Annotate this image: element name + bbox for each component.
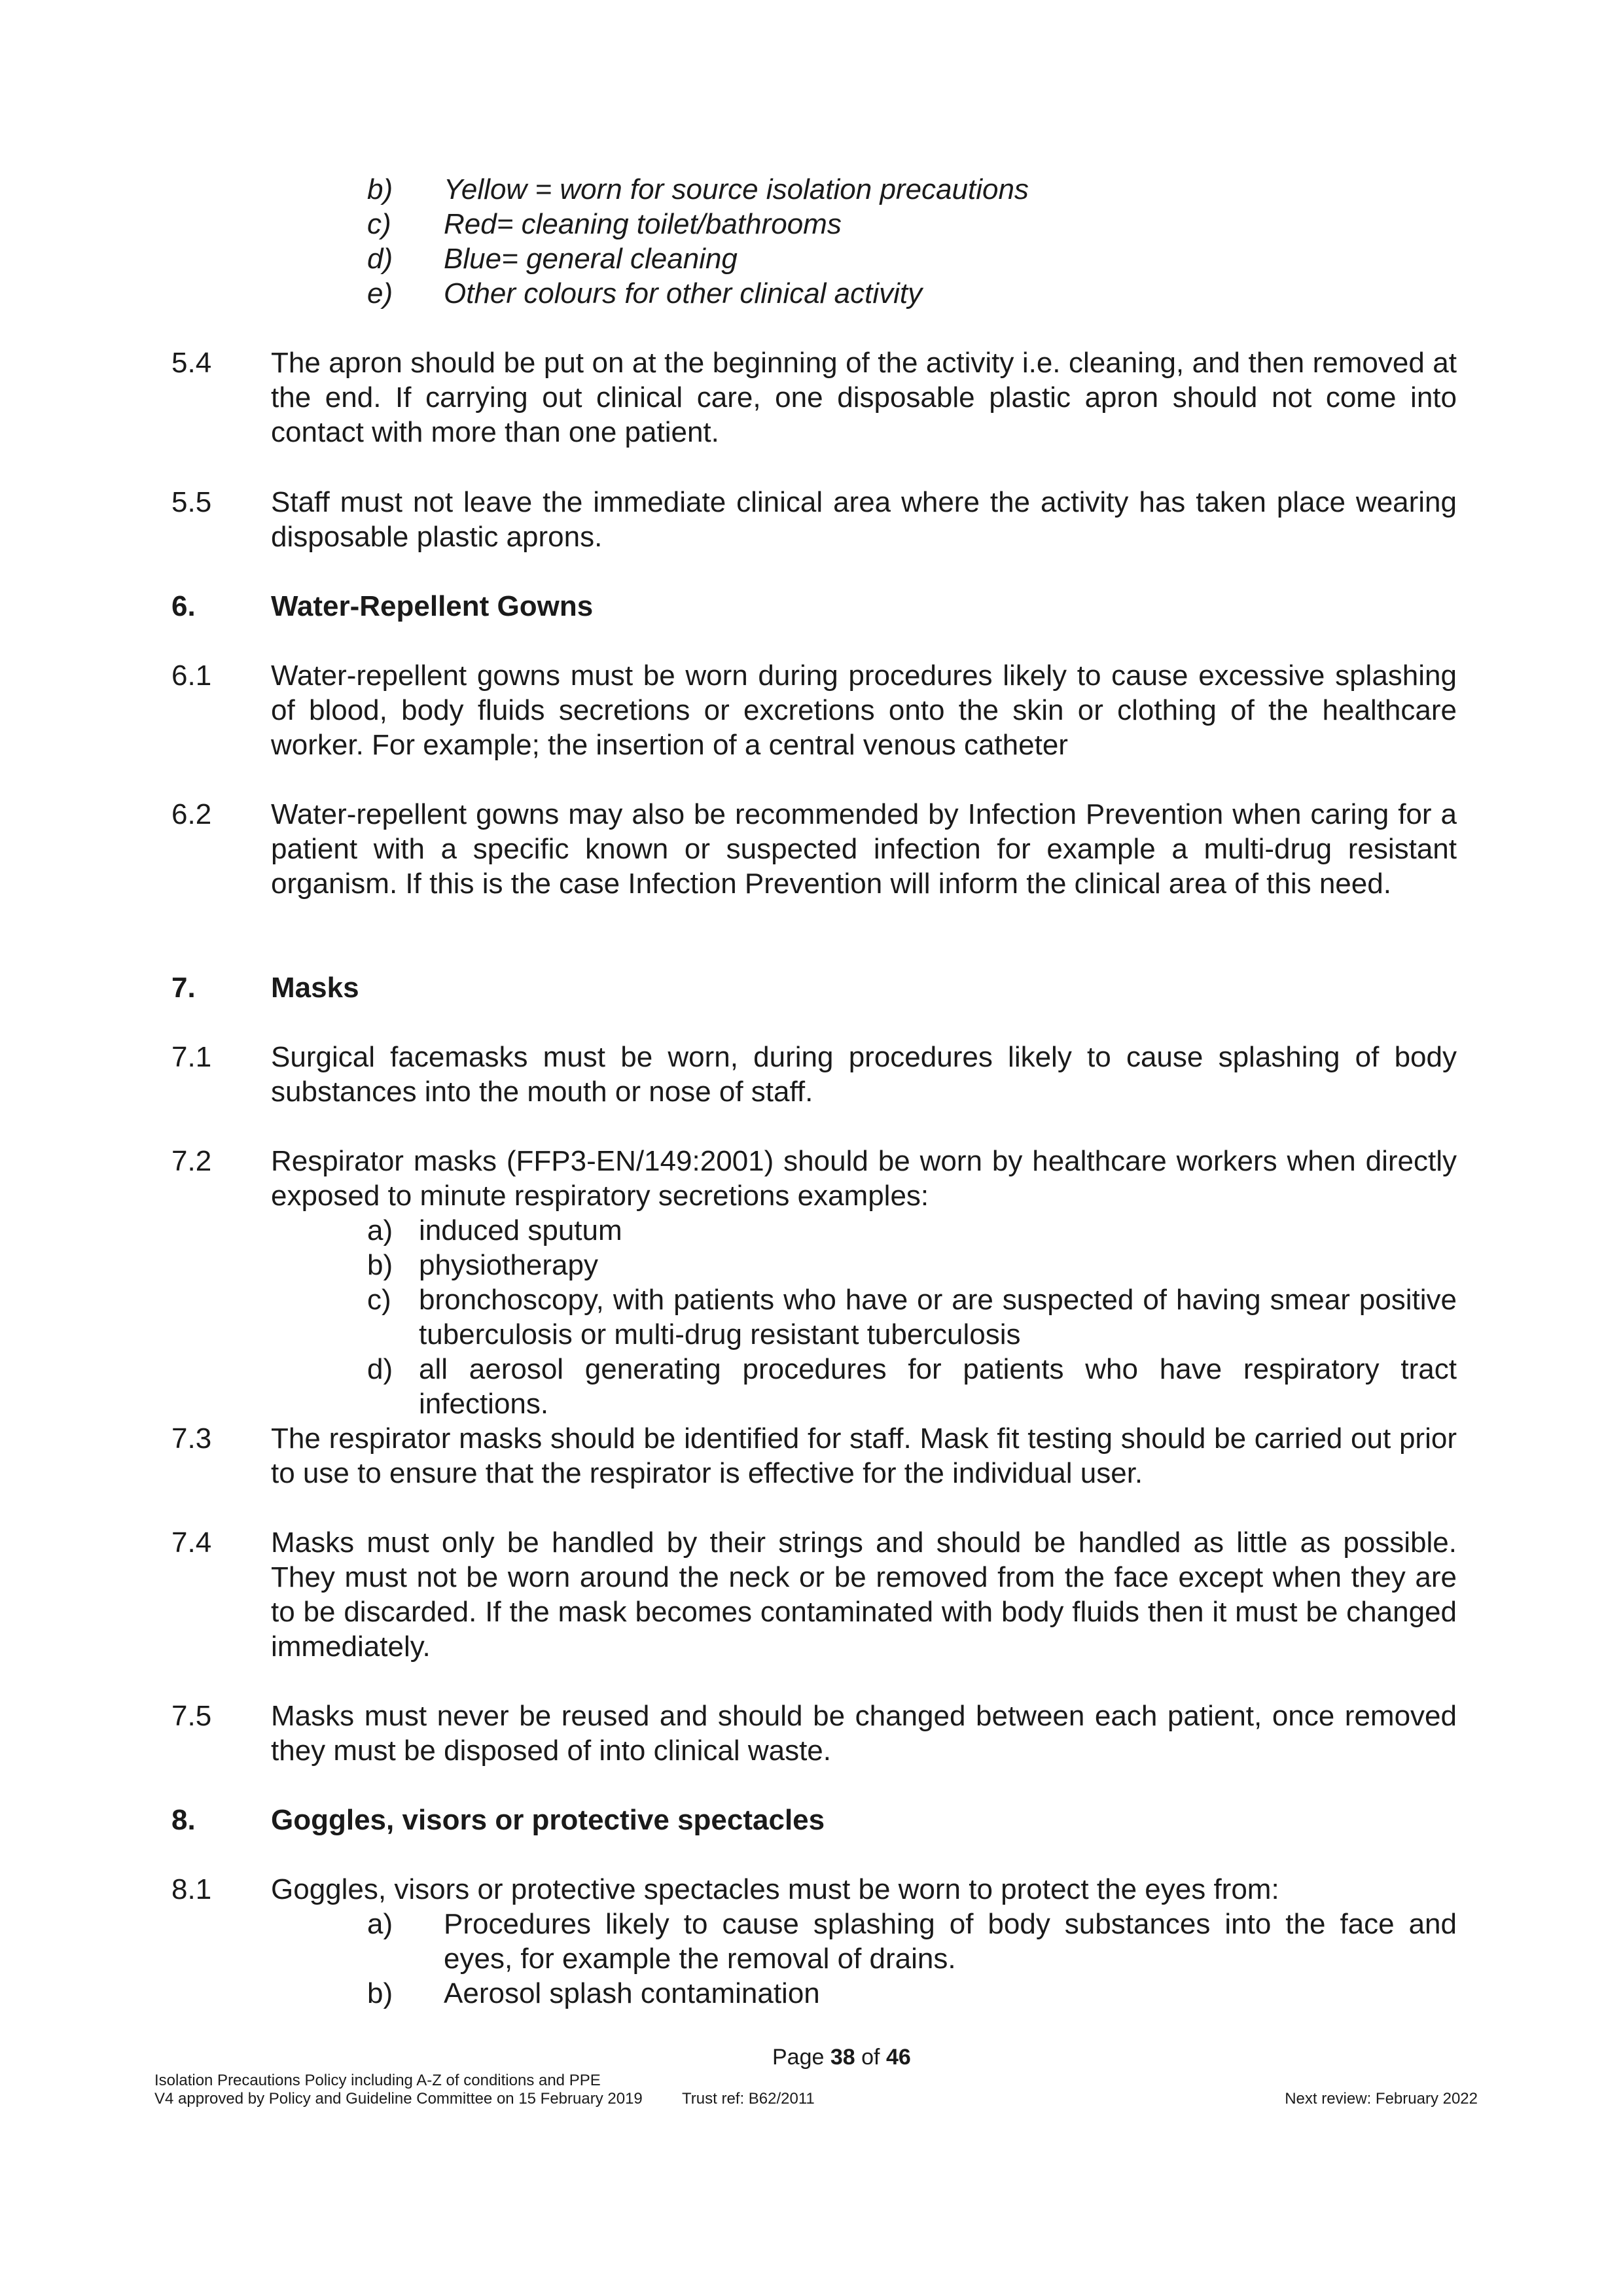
list-item: Red= cleaning toilet/bathrooms bbox=[444, 208, 842, 240]
footer-approval: V4 approved by Policy and Guideline Committee on 15 February 2019 bbox=[154, 2090, 643, 2108]
page-total: 46 bbox=[885, 2045, 911, 2070]
footer-policy-title: Isolation Precautions Policy including A-Z of conditions and PPE bbox=[154, 2072, 601, 2089]
list-marker: b) bbox=[367, 1249, 393, 1281]
section-number: 5.5 bbox=[171, 486, 212, 518]
paragraph-7-1: Surgical facemasks must be worn, during procedures likely to cause splashing of body substances into the mouth or nose of staff. bbox=[271, 1041, 1457, 1108]
section-number: 7.4 bbox=[171, 1527, 212, 1559]
paragraph-6-1: Water-repellent gowns must be worn during procedures likely to cause excessive splashing of blood, body fluids secretions or excretions onto the skin or clothing of the healthcare worker. For example; the insertion of a central venous catheter bbox=[271, 660, 1457, 761]
paragraph-6-2: Water-repellent gowns may also be recommended by Infection Prevention when caring for a patient with a specific known or suspected infection for example a multi-drug resistant organism. If this is the case Infection Prevention will inform the clinical area of this need. bbox=[271, 798, 1457, 900]
paragraph-7-2: Respirator masks (FFP3-EN/149:2001) should be worn by healthcare workers when directly exposed to minute respiratory secretions examples: bbox=[271, 1145, 1457, 1212]
list-item: physiotherapy bbox=[419, 1249, 598, 1281]
footer-next-review: Next review: February 2022 bbox=[1285, 2090, 1478, 2108]
section-heading: Masks bbox=[271, 972, 359, 1004]
section-heading-number: 6. bbox=[171, 590, 196, 622]
list-marker: d) bbox=[367, 1353, 393, 1385]
page-number bbox=[772, 2044, 911, 2070]
section-number: 5.4 bbox=[171, 347, 212, 379]
list-item: Procedures likely to cause splashing of body substances into the face and eyes, for example the removal of drains. bbox=[444, 1908, 1457, 1975]
section-number: 6.2 bbox=[171, 798, 212, 830]
list-marker: c) bbox=[367, 208, 391, 240]
list-marker: b) bbox=[367, 1977, 393, 2009]
section-number: 7.2 bbox=[171, 1145, 212, 1177]
list-marker: a) bbox=[367, 1214, 393, 1246]
paragraph-5-4: The apron should be put on at the beginning of the activity i.e. cleaning, and then removed at the end. If carrying out clinical care, one disposable plastic apron should not come into contact with more than one patient. bbox=[271, 347, 1457, 448]
page-of: of bbox=[861, 2045, 880, 2070]
section-number: 6.1 bbox=[171, 660, 212, 692]
paragraph-7-3: The respirator masks should be identified for staff. Mask fit testing should be carried out prior to use to ensure that the respirator is effective for the individual user. bbox=[271, 1422, 1457, 1489]
section-heading-number: 8. bbox=[171, 1804, 196, 1836]
paragraph-7-5: Masks must never be reused and should be changed between each patient, once removed they must be disposed of into clinical waste. bbox=[271, 1700, 1457, 1767]
list-item: induced sputum bbox=[419, 1214, 622, 1246]
section-number: 7.1 bbox=[171, 1041, 212, 1073]
list-marker: d) bbox=[367, 243, 393, 275]
list-item: all aerosol generating procedures for patients who have respiratory tract infections. bbox=[419, 1353, 1457, 1420]
footer-trust-ref: Trust ref: B62/2011 bbox=[682, 2090, 815, 2108]
list-item: Yellow = worn for source isolation precautions bbox=[444, 173, 1029, 205]
section-number: 7.3 bbox=[171, 1422, 212, 1455]
section-heading: Water-Repellent Gowns bbox=[271, 590, 594, 622]
page-current: 38 bbox=[830, 2045, 855, 2070]
list-item: Blue= general cleaning bbox=[444, 243, 738, 275]
list-item: bronchoscopy, with patients who have or are suspected of having smear positive tuberculosis or multi-drug resistant tuberculosis bbox=[419, 1284, 1457, 1351]
list-marker: e) bbox=[367, 277, 393, 309]
paragraph-7-4: Masks must only be handled by their strings and should be handled as little as possible. They must not be worn around the neck or be removed from the face except when they are to be discarded. If the mask becomes contaminated with body fluids then it must be changed immediately. bbox=[271, 1527, 1457, 1663]
section-number: 8.1 bbox=[171, 1873, 212, 1905]
list-marker: a) bbox=[367, 1908, 393, 1940]
page-label: Page bbox=[772, 2045, 825, 2070]
list-item: Aerosol splash contamination bbox=[444, 1977, 820, 2009]
paragraph-8-1: Goggles, visors or protective spectacles must be worn to protect the eyes from: bbox=[271, 1873, 1279, 1905]
paragraph-5-5: Staff must not leave the immediate clinical area where the activity has taken place wearing disposable plastic aprons. bbox=[271, 486, 1457, 553]
section-heading-number: 7. bbox=[171, 972, 196, 1004]
section-number: 7.5 bbox=[171, 1700, 212, 1732]
list-marker: b) bbox=[367, 173, 393, 205]
list-marker: c) bbox=[367, 1284, 391, 1316]
list-item: Other colours for other clinical activity bbox=[444, 277, 923, 309]
section-heading: Goggles, visors or protective spectacles bbox=[271, 1804, 825, 1836]
